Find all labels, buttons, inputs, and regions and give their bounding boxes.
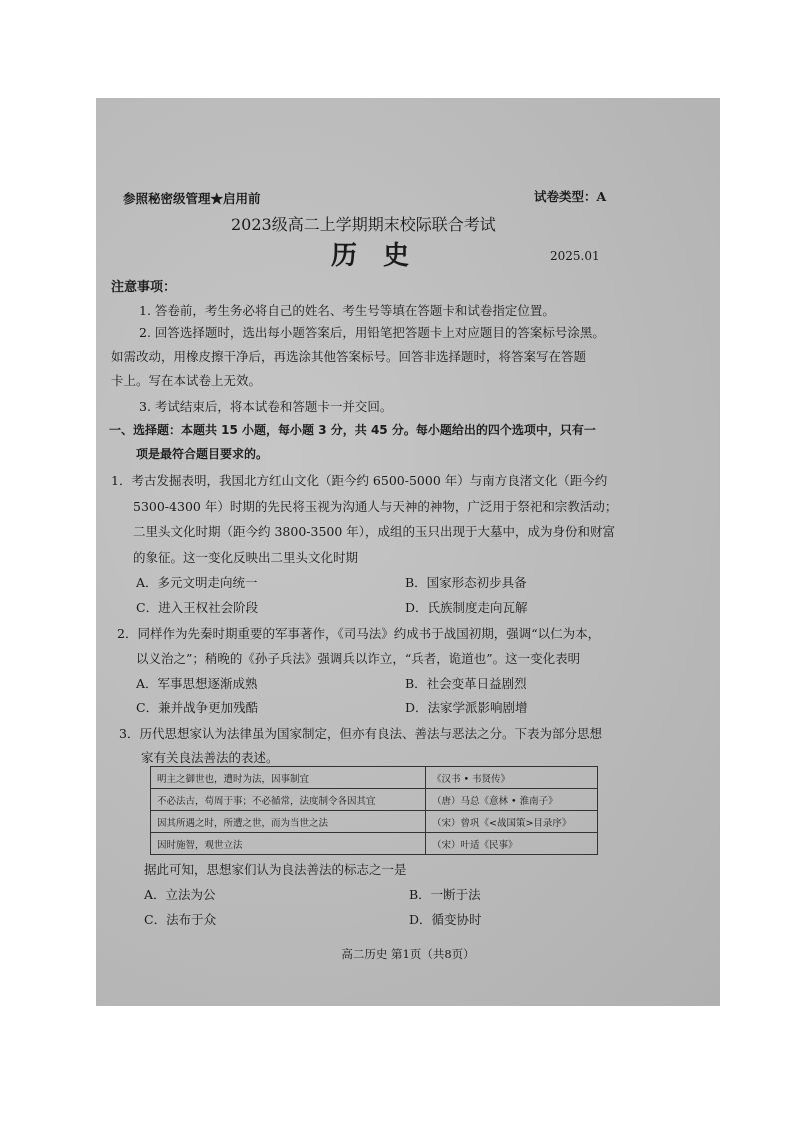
notice-line: 2. 回答选择题时，选出每小题答案后，用铅笔把答题卡上对应题目的答案标号涂黑。 [139, 325, 605, 340]
notice-line: 3. 考试结束后，将本试卷和答题卡一并交回。 [139, 399, 393, 414]
table-cell-source: （唐）马总《意林 • 淮南子》 [426, 789, 598, 811]
table-row [151, 811, 598, 833]
question-1-option-c: C．进入王权社会阶段 [136, 600, 259, 615]
question-1-stem: 1．考古发掘表明，我国北方红山文化（距今约 6500-5000 年）与南方良渚文化（距今约 [111, 473, 608, 488]
question-1-option-d: D．氏族制度走向瓦解 [405, 600, 528, 615]
table-cell-source: （宋）曾巩《<战国策>目录序》 [426, 811, 598, 833]
question-2-stem: 以义治之”；稍晚的《孙子兵法》强调兵以诈立，“兵者，诡道也”。这一变化表明 [136, 651, 581, 666]
table-cell-quote: 因时施智，观世立法 [151, 833, 426, 855]
question-1-stem: 5300-4300 年）时期的先民将玉视为沟通人与天神的神物，广泛用于祭祀和宗教活动； [133, 499, 618, 514]
table-cell-quote: 不必法古，苟周于事；不必循常，法度制令各因其宜 [151, 789, 426, 811]
question-3-option-b: B．一断于法 [409, 887, 481, 902]
question-2-option-c: C．兼并战争更加残酷 [136, 700, 259, 715]
subject-title: 历 史 [331, 241, 410, 271]
exam-paper-photo [96, 98, 720, 1006]
exam-title: 2023级高二上学期期末校际联合考试 [231, 215, 496, 234]
reference-table [150, 766, 598, 855]
section-heading-cont: 项是最符合题目要求的。 [136, 447, 269, 461]
section-heading: 一、选择题：本题共 15 小题，每小题 3 分，共 45 分。每小题给出的四个选项中，只有一 [109, 423, 596, 437]
table-cell-quote: 因其所遇之时，所遭之世，而为当世之法 [151, 811, 426, 833]
table-cell-source: （宋）叶适《民事》 [426, 833, 598, 855]
notice-line: 如需改动，用橡皮擦干净后，再选涂其他答案标号。回答非选择题时，将答案写在答题 [111, 349, 587, 364]
table-cell-quote: 明主之御世也，遭时为法，因事制宜 [151, 767, 426, 789]
confidential-label: 参照秘密级管理★启用前 [123, 191, 261, 206]
question-3-option-c: C．法布于众 [144, 912, 217, 927]
exam-date: 2025.01 [550, 249, 600, 263]
question-1-stem: 的象征。这一变化反映出二里头文化时期 [133, 550, 359, 565]
question-1-option-a: A．多元文明走向统一 [136, 575, 258, 590]
question-2-option-d: D．法家学派影响剧增 [405, 700, 528, 715]
table-row [151, 789, 598, 811]
question-2-option-b: B．社会变革日益剧烈 [405, 676, 527, 691]
question-3-stem-end: 据此可知，思想家们认为良法善法的标志之一是 [144, 862, 407, 877]
question-1-stem: 二里头文化时期（距今约 3800-3500 年），成组的玉只出现于大墓中，成为身份和财富 [133, 524, 616, 539]
question-3-stem: 家有关良法善法的表述。 [141, 750, 279, 765]
notice-heading: 注意事项： [111, 280, 177, 295]
notice-line: 卡上。写在本试卷上无效。 [111, 373, 262, 388]
question-2-option-a: A．军事思想逐渐成熟 [136, 676, 258, 691]
paper-type-label: 试卷类型：A [534, 189, 607, 204]
table-row [151, 767, 598, 789]
notice-line: 1. 答卷前，考生务必将自己的姓名、考生号等填在答题卡和试卷指定位置。 [139, 303, 555, 318]
question-1-option-b: B．国家形态初步具备 [405, 575, 527, 590]
question-2-stem: 2．同样作为先秦时期重要的军事著作，《司马法》约成书于战国初期，强调“以仁为本， [117, 626, 601, 641]
table-row [151, 833, 598, 855]
page-footer: 高二历史 第1页（共8页） [341, 947, 475, 961]
question-3-stem: 3．历代思想家认为法律虽为国家制定，但亦有良法、善法与恶法之分。下表为部分思想 [119, 726, 602, 741]
table-cell-source: 《汉书 • 韦贤传》 [426, 767, 598, 789]
question-3-option-d: D．循变协时 [409, 912, 482, 927]
question-3-option-a: A．立法为公 [144, 887, 216, 902]
